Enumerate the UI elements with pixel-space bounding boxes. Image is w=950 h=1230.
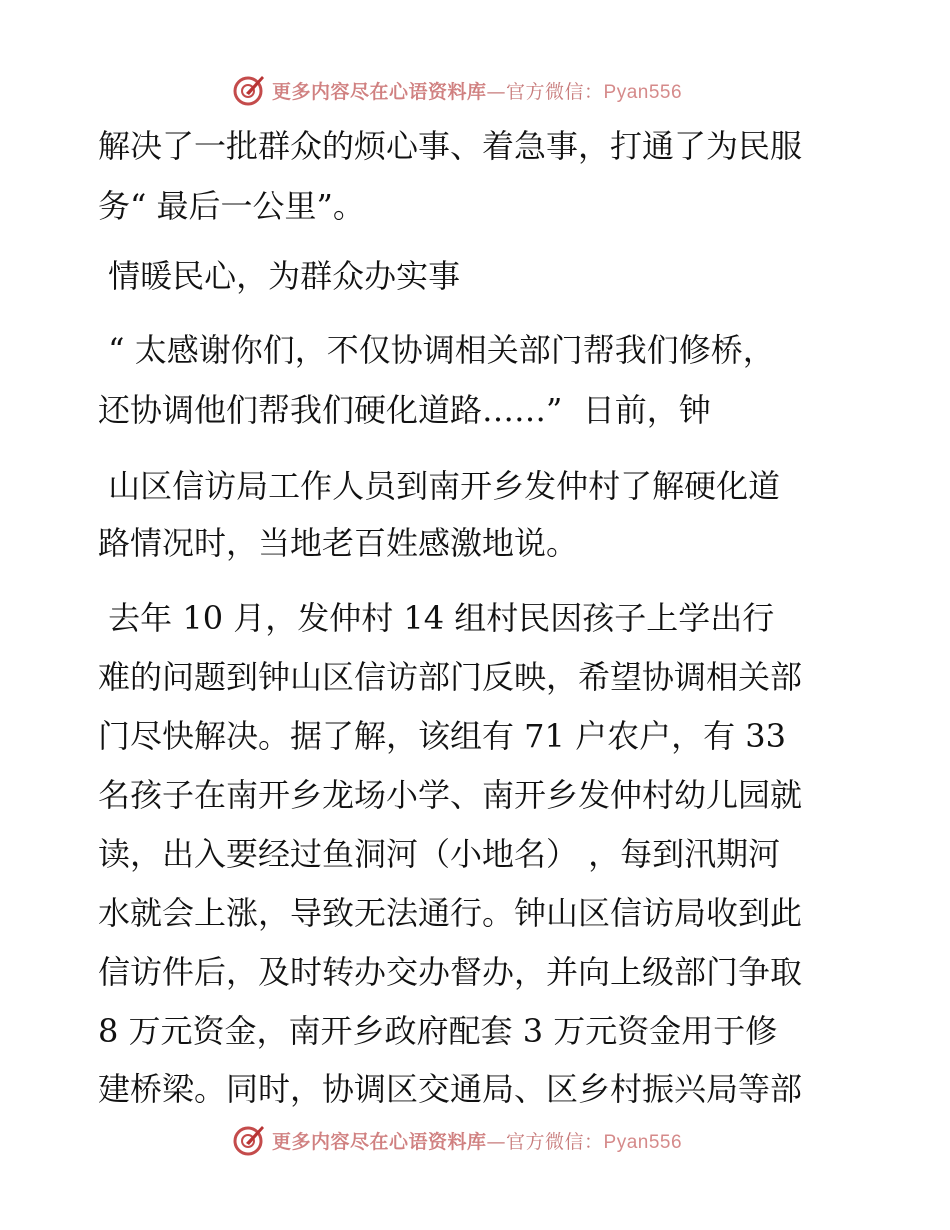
body-line: 建桥梁。同时，协调区交通局、区乡村振兴局等部 bbox=[98, 1070, 803, 1108]
footer-banner-text bbox=[272, 1127, 682, 1154]
section-heading: 情暖民心，为群众办实事 bbox=[98, 257, 461, 295]
header-banner-id: Pyan556 bbox=[603, 81, 683, 103]
body-line: 水就会上涨，导致无法通行。钟山区信访局收到此 bbox=[98, 894, 803, 932]
body-line: 路情况时，当地老百姓感激地说。 bbox=[98, 524, 579, 562]
body-line: 解决了一批群众的烦心事、着急事，打通了为民服 bbox=[98, 127, 803, 165]
body-line: 名孩子在南开乡龙场小学、南开乡发仲村幼儿园就 bbox=[98, 776, 803, 814]
body-line: 信访件后，及时转办交办督办，并向上级部门争取 bbox=[98, 953, 803, 991]
body-line: 还协调他们帮我们硬化道路……” 日前，钟 bbox=[98, 391, 711, 429]
body-line: 门尽快解决。据了解，该组有 71 户农户，有 33 bbox=[98, 717, 786, 755]
body-line: 务“ 最后一公里”。 bbox=[98, 187, 365, 225]
body-line: 8 万元资金，南开乡政府配套 3 万元资金用于修 bbox=[98, 1012, 778, 1050]
footer-banner-main: 更多内容尽在心语资料库 bbox=[272, 1130, 487, 1153]
body-line: 读，出入要经过鱼洞河（小地名） ，每到汛期河 bbox=[98, 835, 781, 873]
footer-banner-sep: —官方微信： bbox=[486, 1130, 604, 1153]
quill-logo-icon bbox=[232, 1123, 266, 1157]
header-banner-main: 更多内容尽在心语资料库 bbox=[272, 80, 487, 103]
header-banner-text bbox=[272, 77, 682, 104]
body-line: “ 太感谢你们，不仅协调相关部门帮我们修桥， bbox=[98, 331, 775, 369]
header-banner bbox=[232, 70, 682, 110]
footer-banner-id: Pyan556 bbox=[603, 1131, 683, 1153]
header-banner-sep: —官方微信： bbox=[486, 80, 604, 103]
body-line: 难的问题到钟山区信访部门反映，希望协调相关部 bbox=[98, 658, 803, 696]
body-line: 山区信访局工作人员到南开乡发仲村了解硬化道 bbox=[98, 467, 781, 505]
quill-logo-icon bbox=[232, 73, 266, 107]
footer-banner bbox=[232, 1120, 682, 1160]
body-line: 去年 10 月，发仲村 14 组村民因孩子上学出行 bbox=[98, 599, 775, 637]
